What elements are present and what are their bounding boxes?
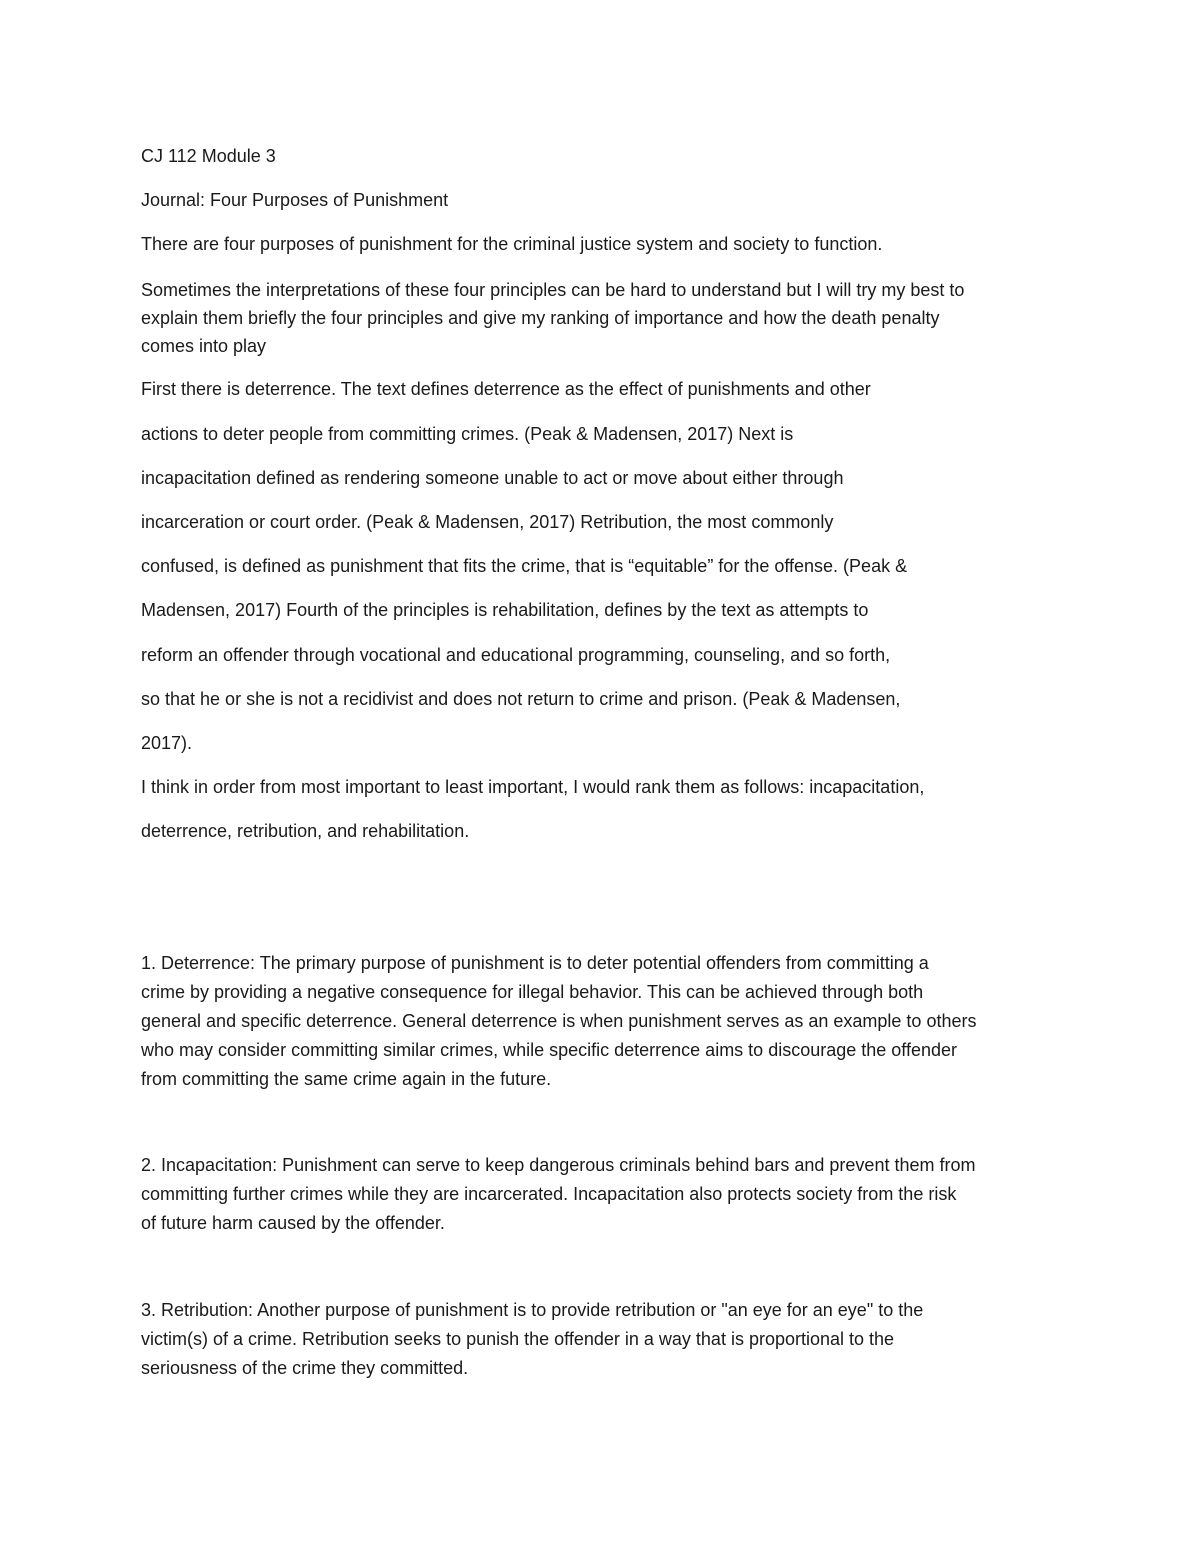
ranking-line: deterrence, retribution, and rehabilitation. <box>141 821 470 841</box>
paragraph-line: 2017). <box>141 733 193 753</box>
list-item-line: 3. Retribution: Another purpose of punishment is to provide retribution or "an eye for an eye" to the <box>141 1300 924 1320</box>
paragraph-line: First there is deterrence. The text defines deterrence as the effect of punishments and other <box>141 379 871 399</box>
list-item-line: crime by providing a negative consequence for illegal behavior. This can be achieved through both <box>141 982 924 1002</box>
paragraph-line: Madensen, 2017) Fourth of the principles is rehabilitation, defines by the text as attempts to <box>141 600 869 620</box>
paragraph-line: explain them briefly the four principles and give my ranking of importance and how the death penalty <box>141 308 940 328</box>
ranking-line: I think in order from most important to least important, I would rank them as follows: incapacitation, <box>141 777 925 797</box>
list-item-line: committing further crimes while they are incarcerated. Incapacitation also protects society from the risk <box>141 1184 957 1204</box>
course-title: CJ 112 Module 3 <box>141 146 276 166</box>
paragraph-line: actions to deter people from committing crimes. (Peak & Madensen, 2017) Next is <box>141 424 794 444</box>
list-item-line: seriousness of the crime they committed. <box>141 1358 469 1378</box>
paragraph-line: so that he or she is not a recidivist and does not return to crime and prison. (Peak & Madensen, <box>141 689 901 709</box>
list-item-line: victim(s) of a crime. Retribution seeks to punish the offender in a way that is proportional to the <box>141 1329 895 1349</box>
paragraph-line: incapacitation defined as rendering someone unable to act or move about either through <box>141 468 844 488</box>
list-item-line: general and specific deterrence. General deterrence is when punishment serves as an example to others <box>141 1011 977 1031</box>
intro-line: There are four purposes of punishment for the criminal justice system and society to function. <box>141 234 883 254</box>
paragraph-line: reform an offender through vocational and educational programming, counseling, and so forth, <box>141 645 891 665</box>
list-item-line: 2. Incapacitation: Punishment can serve to keep dangerous criminals behind bars and prevent them from <box>141 1155 976 1175</box>
paragraph-line: incarceration or court order. (Peak & Madensen, 2017) Retribution, the most commonly <box>141 512 834 532</box>
paragraph-line: confused, is defined as punishment that fits the crime, that is “equitable” for the offense. (Peak & <box>141 556 908 576</box>
list-item-line: who may consider committing similar crimes, while specific deterrence aims to discourage the offender <box>141 1040 958 1060</box>
paragraph-line: Sometimes the interpretations of these four principles can be hard to understand but I will try my best to <box>141 280 965 300</box>
journal-title: Journal: Four Purposes of Punishment <box>141 190 449 210</box>
paragraph-line: comes into play <box>141 336 267 356</box>
list-item-line: from committing the same crime again in the future. <box>141 1069 552 1089</box>
list-item-line: of future harm caused by the offender. <box>141 1213 445 1233</box>
list-item-line: 1. Deterrence: The primary purpose of punishment is to deter potential offenders from committing a <box>141 953 929 973</box>
